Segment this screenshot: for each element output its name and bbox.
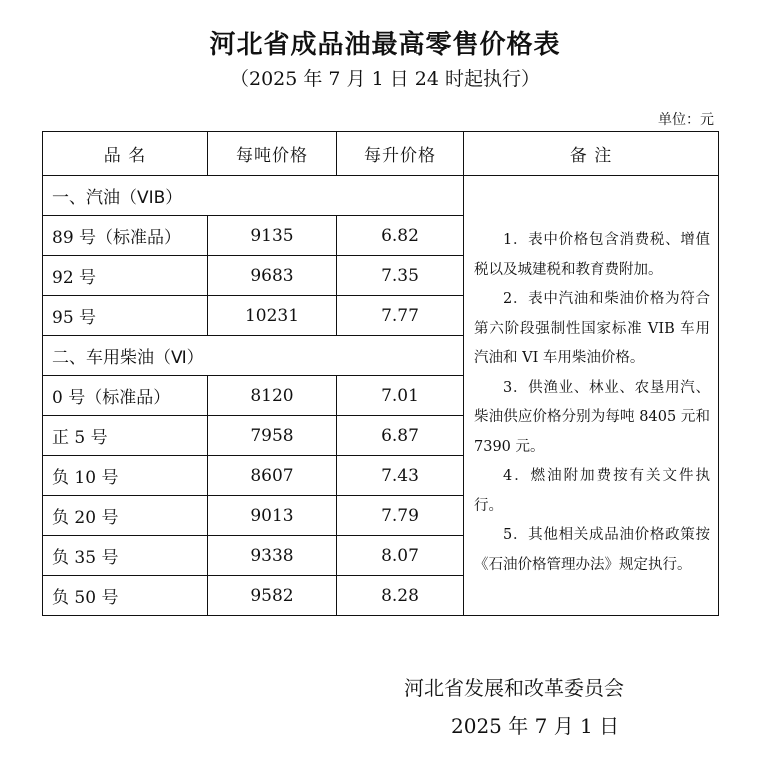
price-per-ton: 9013 — [208, 496, 337, 536]
section-label: 一、汽油（VIB） — [43, 176, 464, 216]
product-name: 负 50 号 — [43, 576, 208, 616]
price-per-liter: 7.43 — [337, 456, 464, 496]
header-notes: 备 注 — [464, 132, 719, 176]
header-product-name: 品 名 — [43, 132, 208, 176]
price-per-ton: 8607 — [208, 456, 337, 496]
price-per-liter: 6.82 — [337, 216, 464, 256]
section-label: 二、车用柴油（Ⅵ） — [43, 336, 464, 376]
header-price-per-liter: 每升价格 — [337, 132, 464, 176]
signature-date: 2025 年 7 月 1 日 — [451, 714, 620, 738]
note-item: 2．表中汽油和柴油价格为符合第六阶段强制性国家标准 VIB 车用汽油和 VI 车用柴油价格。 — [474, 291, 710, 366]
note-item: 1．表中价格包含消费税、增值税以及城建税和教育费附加。 — [474, 232, 710, 278]
price-per-ton: 9683 — [208, 256, 337, 296]
price-per-liter: 7.35 — [337, 256, 464, 296]
price-per-liter: 8.28 — [337, 576, 464, 616]
page-title: 河北省成品油最高零售价格表 — [209, 30, 561, 60]
section-row-gasoline — [43, 176, 719, 216]
signature-organization: 河北省发展和改革委员会 — [404, 676, 624, 700]
note-item: 5．其他相关成品油价格政策按《石油价格管理办法》规定执行。 — [474, 527, 710, 573]
product-name: 负 10 号 — [43, 456, 208, 496]
unit-label: 单位：元 — [658, 112, 714, 128]
price-per-liter: 6.87 — [337, 416, 464, 456]
note-item: 3．供渔业、林业、农垦用汽、柴油供应价格分别为每吨 8405 元和 7390 元。 — [474, 379, 710, 455]
price-per-liter: 7.79 — [337, 496, 464, 536]
header-price-per-ton: 每吨价格 — [208, 132, 337, 176]
price-per-ton: 10231 — [208, 296, 337, 336]
product-name: 89 号（标准品） — [43, 216, 208, 256]
product-name: 正 5 号 — [43, 416, 208, 456]
table-header-row — [43, 132, 719, 176]
price-per-ton: 7958 — [208, 416, 337, 456]
price-per-ton: 9135 — [208, 216, 337, 256]
price-per-ton: 9338 — [208, 536, 337, 576]
product-name: 92 号 — [43, 256, 208, 296]
product-name: 95 号 — [43, 296, 208, 336]
product-name: 负 35 号 — [43, 536, 208, 576]
price-per-liter: 8.07 — [337, 536, 464, 576]
price-per-ton: 9582 — [208, 576, 337, 616]
notes-cell — [464, 176, 719, 616]
effective-date-subtitle: （2025 年 7 月 1 日 24 时起执行） — [230, 68, 540, 90]
note-item: 4．燃油附加费按有关文件执行。 — [474, 468, 710, 514]
product-name: 负 20 号 — [43, 496, 208, 536]
price-per-ton: 8120 — [208, 376, 337, 416]
price-per-liter: 7.77 — [337, 296, 464, 336]
price-table — [42, 131, 719, 616]
price-per-liter: 7.01 — [337, 376, 464, 416]
product-name: 0 号（标准品） — [43, 376, 208, 416]
